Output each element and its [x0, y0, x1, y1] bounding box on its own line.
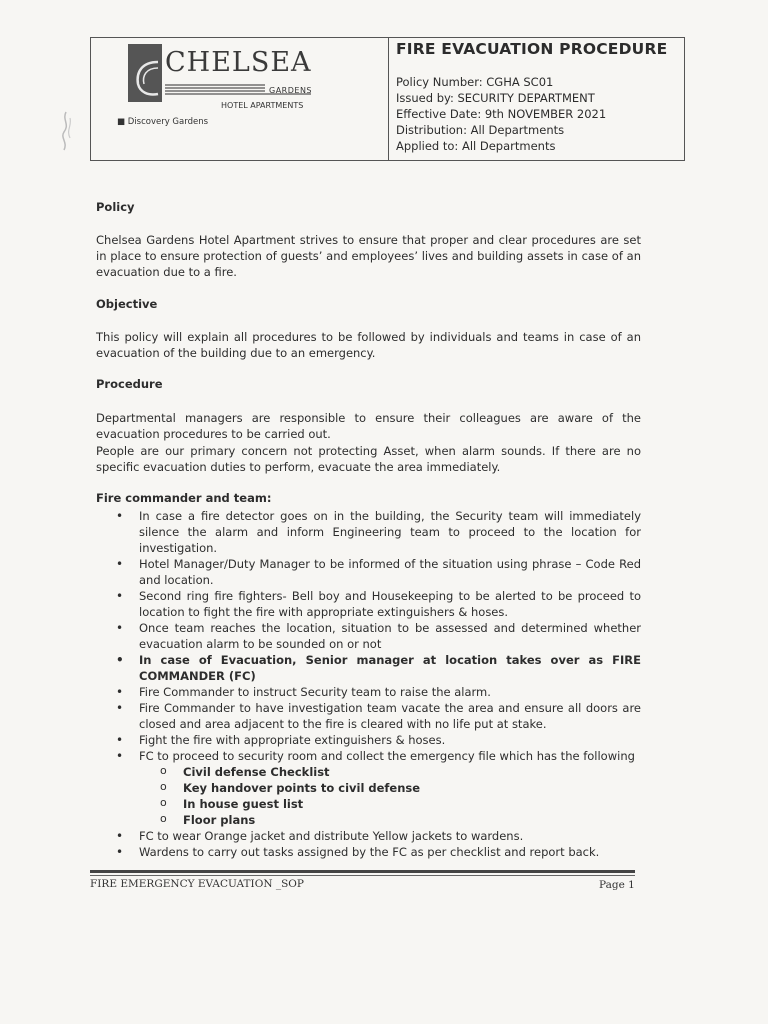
fire-team-heading: Fire commander and team:	[96, 491, 272, 505]
policy-heading: Policy	[96, 200, 135, 214]
meta-policy-number: Policy Number: CGHA SC01	[396, 75, 554, 89]
meta-issued-by: Issued by: SECURITY DEPARTMENT	[396, 91, 595, 105]
footer-page-number: Page 1	[599, 879, 635, 891]
procedure-text-1: Departmental managers are responsible to ensure their colleagues are aware of the evacuation procedures to be carried out.	[96, 411, 641, 441]
meta-lines	[396, 74, 667, 154]
objective-heading: Objective	[96, 297, 158, 311]
list-item: • Fire Commander to have investigation team vacate the area and ensure all doors are closed and area adjacent to the fire is cleared with no life put at stake.	[96, 700, 641, 732]
handwritten-mark-icon	[58, 110, 78, 156]
logo-discovery-gardens: ■ Discovery Gardens	[117, 117, 209, 127]
meta-effective-date: Effective Date: 9th NOVEMBER 2021	[396, 107, 607, 121]
objective-text: This policy will explain all procedures to be followed by individuals and teams in case of an evacuation of the building due to an emergency.	[96, 330, 641, 360]
procedure-heading: Procedure	[96, 377, 163, 391]
sub-list-item: o In house guest list	[96, 796, 641, 812]
logo-mark-icon	[128, 44, 162, 102]
list-item: • Hotel Manager/Duty Manager to be informed of the situation using phrase – Code Red and location.	[96, 556, 641, 588]
meta-applied-to: Applied to: All Departments	[396, 139, 556, 153]
emergency-file-list	[96, 764, 641, 828]
footer-rule	[90, 870, 635, 873]
list-item: • In case a fire detector goes on in the building, the Security team will immediately silence the alarm and inform Engineering team to proceed to the location for investigation.	[96, 508, 641, 556]
document-title: FIRE EVACUATION PROCEDURE	[396, 40, 668, 58]
logo-wordmark: CHELSEA	[165, 47, 312, 78]
list-item: • Wardens to carry out tasks assigned by the FC as per checklist and report back.	[96, 844, 641, 860]
sub-list-item: o Floor plans	[96, 812, 641, 828]
list-item: • In case of Evacuation, Senior manager at location takes over as FIRE COMMANDER (FC)	[96, 652, 641, 684]
header-divider	[388, 38, 389, 160]
policy-meta	[396, 40, 667, 154]
policy-text: Chelsea Gardens Hotel Apartment strives to ensure that proper and clear procedures are set in place to ensure protection of guests’ and employees’ lives and building assets in case of an evacuation due to a fire.	[96, 233, 641, 279]
header-box	[90, 37, 685, 161]
sub-list-item: o Key handover points to civil defense	[96, 780, 641, 796]
logo-gardens: GARDENS	[269, 86, 313, 95]
footer-rule-thin	[90, 875, 635, 876]
procedure-text-2: People are our primary concern not protecting Asset, when alarm sounds. If there are no specific evacuation duties to perform, evacuate the area immediately.	[96, 444, 641, 474]
list-item: • FC to wear Orange jacket and distribute Yellow jackets to wardens.	[96, 828, 641, 844]
logo	[91, 38, 388, 160]
list-item: • Once team reaches the location, situation to be assessed and determined whether evacuation alarm to be sounded on or not	[96, 620, 641, 652]
list-item: • FC to proceed to security room and collect the emergency file which has the following	[96, 748, 641, 764]
logo-hotel-apartments: HOTEL APARTMENTS	[221, 101, 304, 110]
fire-team-list	[96, 508, 641, 860]
list-item: • Second ring fire fighters- Bell boy and Housekeeping to be alerted to be proceed to location to fight the fire with appropriate extinguishers & hoses.	[96, 588, 641, 620]
footer-doc-name: FIRE EMERGENCY EVACUATION _SOP	[90, 878, 304, 890]
sub-list-item: o Civil defense Checklist	[96, 764, 641, 780]
list-item: • Fight the fire with appropriate extinguishers & hoses.	[96, 732, 641, 748]
list-item: • Fire Commander to instruct Security team to raise the alarm.	[96, 684, 641, 700]
meta-distribution: Distribution: All Departments	[396, 123, 565, 137]
